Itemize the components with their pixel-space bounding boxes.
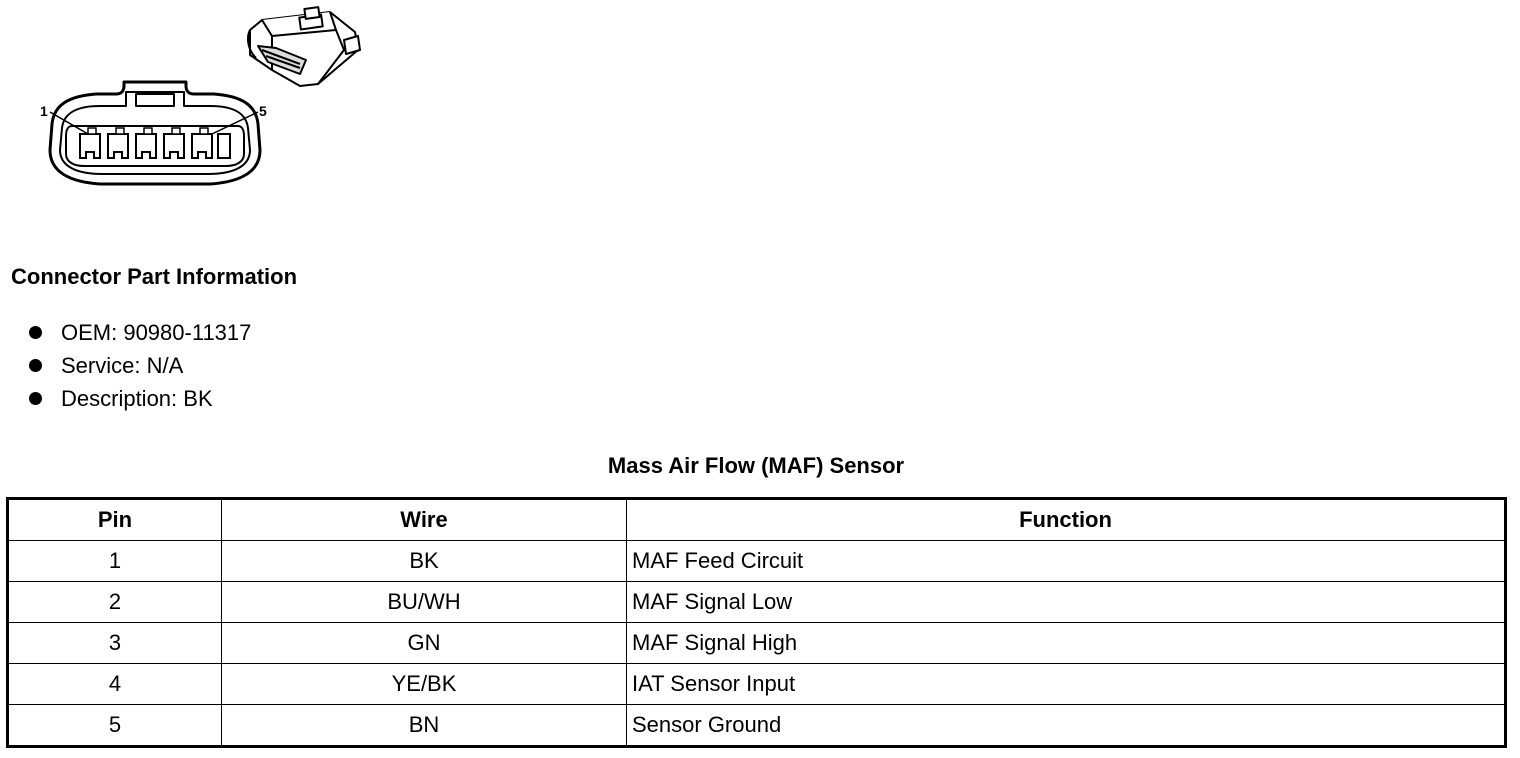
function-cell: MAF Signal High (627, 623, 1506, 664)
part-info-description-text: Description: BK (61, 386, 213, 411)
pin-1-label: 1 (40, 103, 48, 119)
table-title: Mass Air Flow (MAF) Sensor (607, 453, 905, 478)
table-row (8, 664, 1506, 705)
pin-cell: 4 (8, 664, 222, 705)
pin-5-label: 5 (259, 103, 267, 119)
part-info-description (26, 382, 251, 415)
table-row (8, 541, 1506, 582)
pin-cell: 2 (8, 582, 222, 623)
table-header-row (8, 499, 1506, 541)
wire-cell: BK (222, 541, 627, 582)
pinout-table (6, 497, 1507, 748)
wire-cell: BU/WH (222, 582, 627, 623)
pin-cell: 1 (8, 541, 222, 582)
part-info-list (26, 316, 251, 415)
connector-part-info-heading: Connector Part Information (11, 264, 298, 289)
part-info-oem-text: OEM: 90980-11317 (61, 320, 252, 345)
table-row (8, 623, 1506, 664)
part-info-oem (26, 316, 251, 349)
part-info-service (26, 349, 251, 382)
function-cell: MAF Feed Circuit (627, 541, 1506, 582)
wire-cell: GN (222, 623, 627, 664)
pin-leader-lines (50, 112, 258, 134)
column-header-wire: Wire (222, 499, 627, 541)
table-row (8, 582, 1506, 623)
wire-cell: YE/BK (222, 664, 627, 705)
part-info-service-text: Service: N/A (61, 353, 184, 378)
pin-cell: 5 (8, 705, 222, 747)
function-cell: MAF Signal Low (627, 582, 1506, 623)
connector-3d-view (248, 7, 360, 86)
table-row (8, 705, 1506, 747)
function-cell: Sensor Ground (627, 705, 1506, 747)
bullet-icon (29, 359, 42, 372)
bullet-icon (29, 326, 42, 339)
bullet-icon (29, 392, 42, 405)
function-cell: IAT Sensor Input (627, 664, 1506, 705)
pin-cell: 3 (8, 623, 222, 664)
wire-cell: BN (222, 705, 627, 747)
connector-diagram (0, 0, 380, 200)
column-header-function: Function (627, 499, 1506, 541)
connector-pin-cavities (80, 128, 230, 158)
column-header-pin: Pin (8, 499, 222, 541)
